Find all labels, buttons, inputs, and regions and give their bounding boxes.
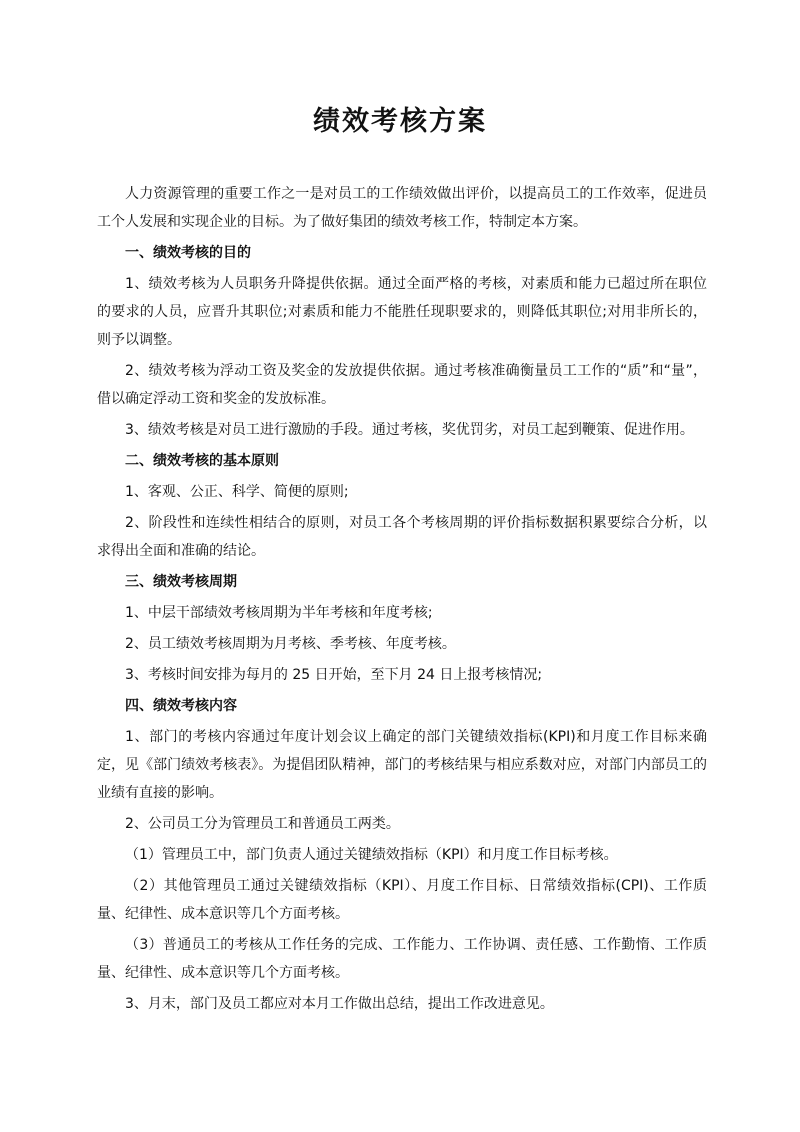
section-heading-purpose: 一、绩效考核的目的 — [125, 245, 251, 261]
paragraph: 3、月末，部门及员工都应对本月工作做出总结，提出工作改进意见。 — [125, 996, 554, 1012]
document-title: 绩效考核方案 — [313, 106, 487, 137]
section-heading-cycle: 三、绩效考核周期 — [125, 574, 237, 590]
document-body — [97, 180, 707, 1018]
paragraph: 1、客观、公正、科学、简便的原则; — [125, 484, 349, 500]
paragraph: 2、公司员工分为管理员工和普通员工两类。 — [125, 816, 400, 832]
paragraph: 1、中层干部绩效考核周期为半年考核和年度考核; — [125, 605, 433, 621]
paragraph: （2）其他管理员工通过关键绩效指标（KPI）、月度工作目标、日常绩效指标(CPI)、工作质量、纪律性、成本意识等几个方面考核。 — [97, 878, 707, 922]
section-heading-principles: 二、绩效考核的基本原则 — [125, 453, 279, 469]
paragraph: 2、阶段性和连续性相结合的原则，对员工各个考核周期的评价指标数据积累要综合分析，以求得出全面和准确的结论。 — [97, 515, 707, 559]
paragraph: 1、部门的考核内容通过年度计划会议上确定的部门关键绩效指标(KPI)和月度工作目标来确定，见《部门绩效考核表》。为提倡团队精神，部门的考核结果与相应系数对应，对部门内部员工的业绩有直接的影响。 — [97, 729, 707, 801]
paragraph: 3、绩效考核是对员工进行激励的手段。通过考核，奖优罚劣，对员工起到鞭策、促进作用。 — [125, 422, 694, 438]
paragraph: （3）普通员工的考核从工作任务的完成、工作能力、工作协调、责任感、工作勤惰、工作质量、纪律性、成本意识等几个方面考核。 — [97, 937, 707, 981]
section-heading-content: 四、绩效考核内容 — [125, 698, 237, 714]
paragraph: 2、绩效考核为浮动工资及奖金的发放提供依据。通过考核准确衡量员工工作的“质”和“量”，借以确定浮动工资和奖金的发放标准。 — [97, 363, 707, 407]
paragraph: 3、考核时间安排为每月的 25 日开始，至下月 24 日上报考核情况; — [125, 667, 543, 683]
intro-paragraph: 人力资源管理的重要工作之一是对员工的工作绩效做出评价，以提高员工的工作效率，促进员工个人发展和实现企业的目标。为了做好集团的绩效考核工作，特制定本方案。 — [97, 186, 707, 230]
paragraph: （1）管理员工中，部门负责人通过关键绩效指标（KPI）和月度工作目标考核。 — [125, 847, 618, 863]
paragraph: 2、员工绩效考核周期为月考核、季考核、年度考核。 — [125, 636, 456, 652]
paragraph: 1、绩效考核为人员职务升降提供依据。通过全面严格的考核，对素质和能力已超过所在职位的要求的人员，应晋升其职位;对素质和能力不能胜任现职要求的，则降低其职位;对用非所长的，则予以调整。 — [97, 276, 707, 348]
